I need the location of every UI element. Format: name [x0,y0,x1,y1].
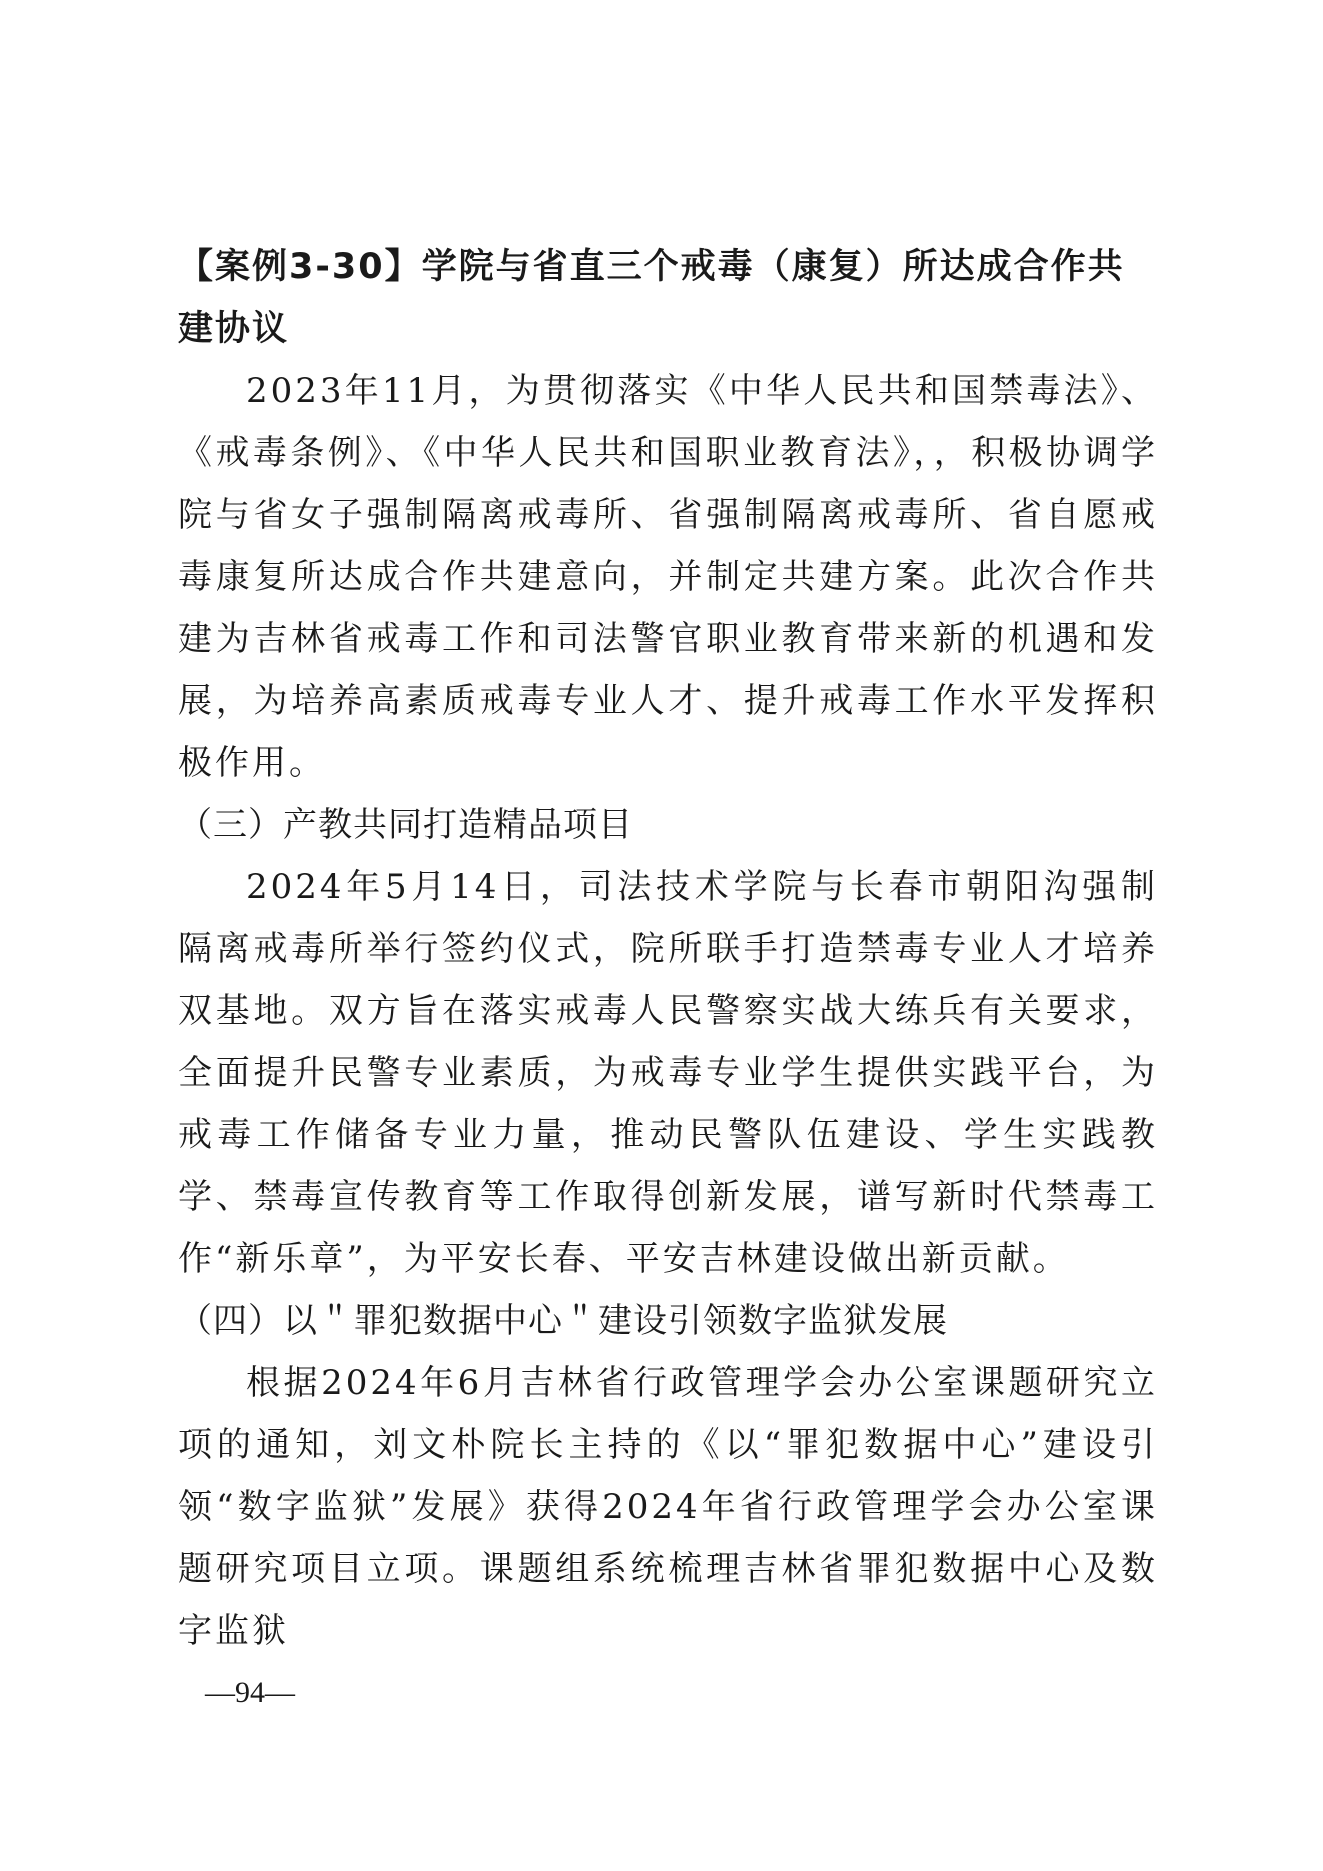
case-title: 【案例3-30】学院与省直三个戒毒（康复）所达成合作共建协议 [178,247,1125,349]
paragraph-case-description: 2023年11月，为贯彻落实《中华人民共和国禁毒法》、《戒毒条例》、《中华人民共和国职业教育法》，，积极协调学院与省女子强制隔离戒毒所、省强制隔离戒毒所、省自愿戒毒康复所达成合作共建意向，并制定共建方案。此次合作共建为吉林省戒毒工作和司法警官职业教育带来新的机遇和发展，为培养高素质戒毒专业人才、提升戒毒工作水平发挥积极作用。 [178,371,1158,783]
paragraph-signing-ceremony: 2024年5月14日，司法技术学院与长春市朝阳沟强制隔离戒毒所举行签约仪式，院所联手打造禁毒专业人才培养双基地。双方旨在落实戒毒人民警察实战大练兵有关要求，全面提升民警专业素质，为戒毒专业学生提供实践平台，为戒毒工作储备专业力量，推动民警队伍建设、学生实践教学、禁毒宣传教育等工作取得创新发展，谱写新时代禁毒工作“新乐章”，为平安长春、平安吉林建设做出新贡献。 [178,867,1158,1279]
page-content [178,236,1158,1662]
section-heading-4: （四）以＂罪犯数据中心＂建设引领数字监狱发展 [178,1301,948,1341]
paragraph-research-project: 根据2024年6月吉林省行政管理学会办公室课题研究立项的通知，刘文朴院长主持的《以“罪犯数据中心”建设引领“数字监狱”发展》获得2024年省行政管理学会办公室课题研究项目立项。课题组系统梳理吉林省罪犯数据中心及数字监狱 [178,1363,1158,1651]
page-number: —94— [205,1676,295,1709]
section-heading-3: （三）产教共同打造精品项目 [178,805,633,845]
